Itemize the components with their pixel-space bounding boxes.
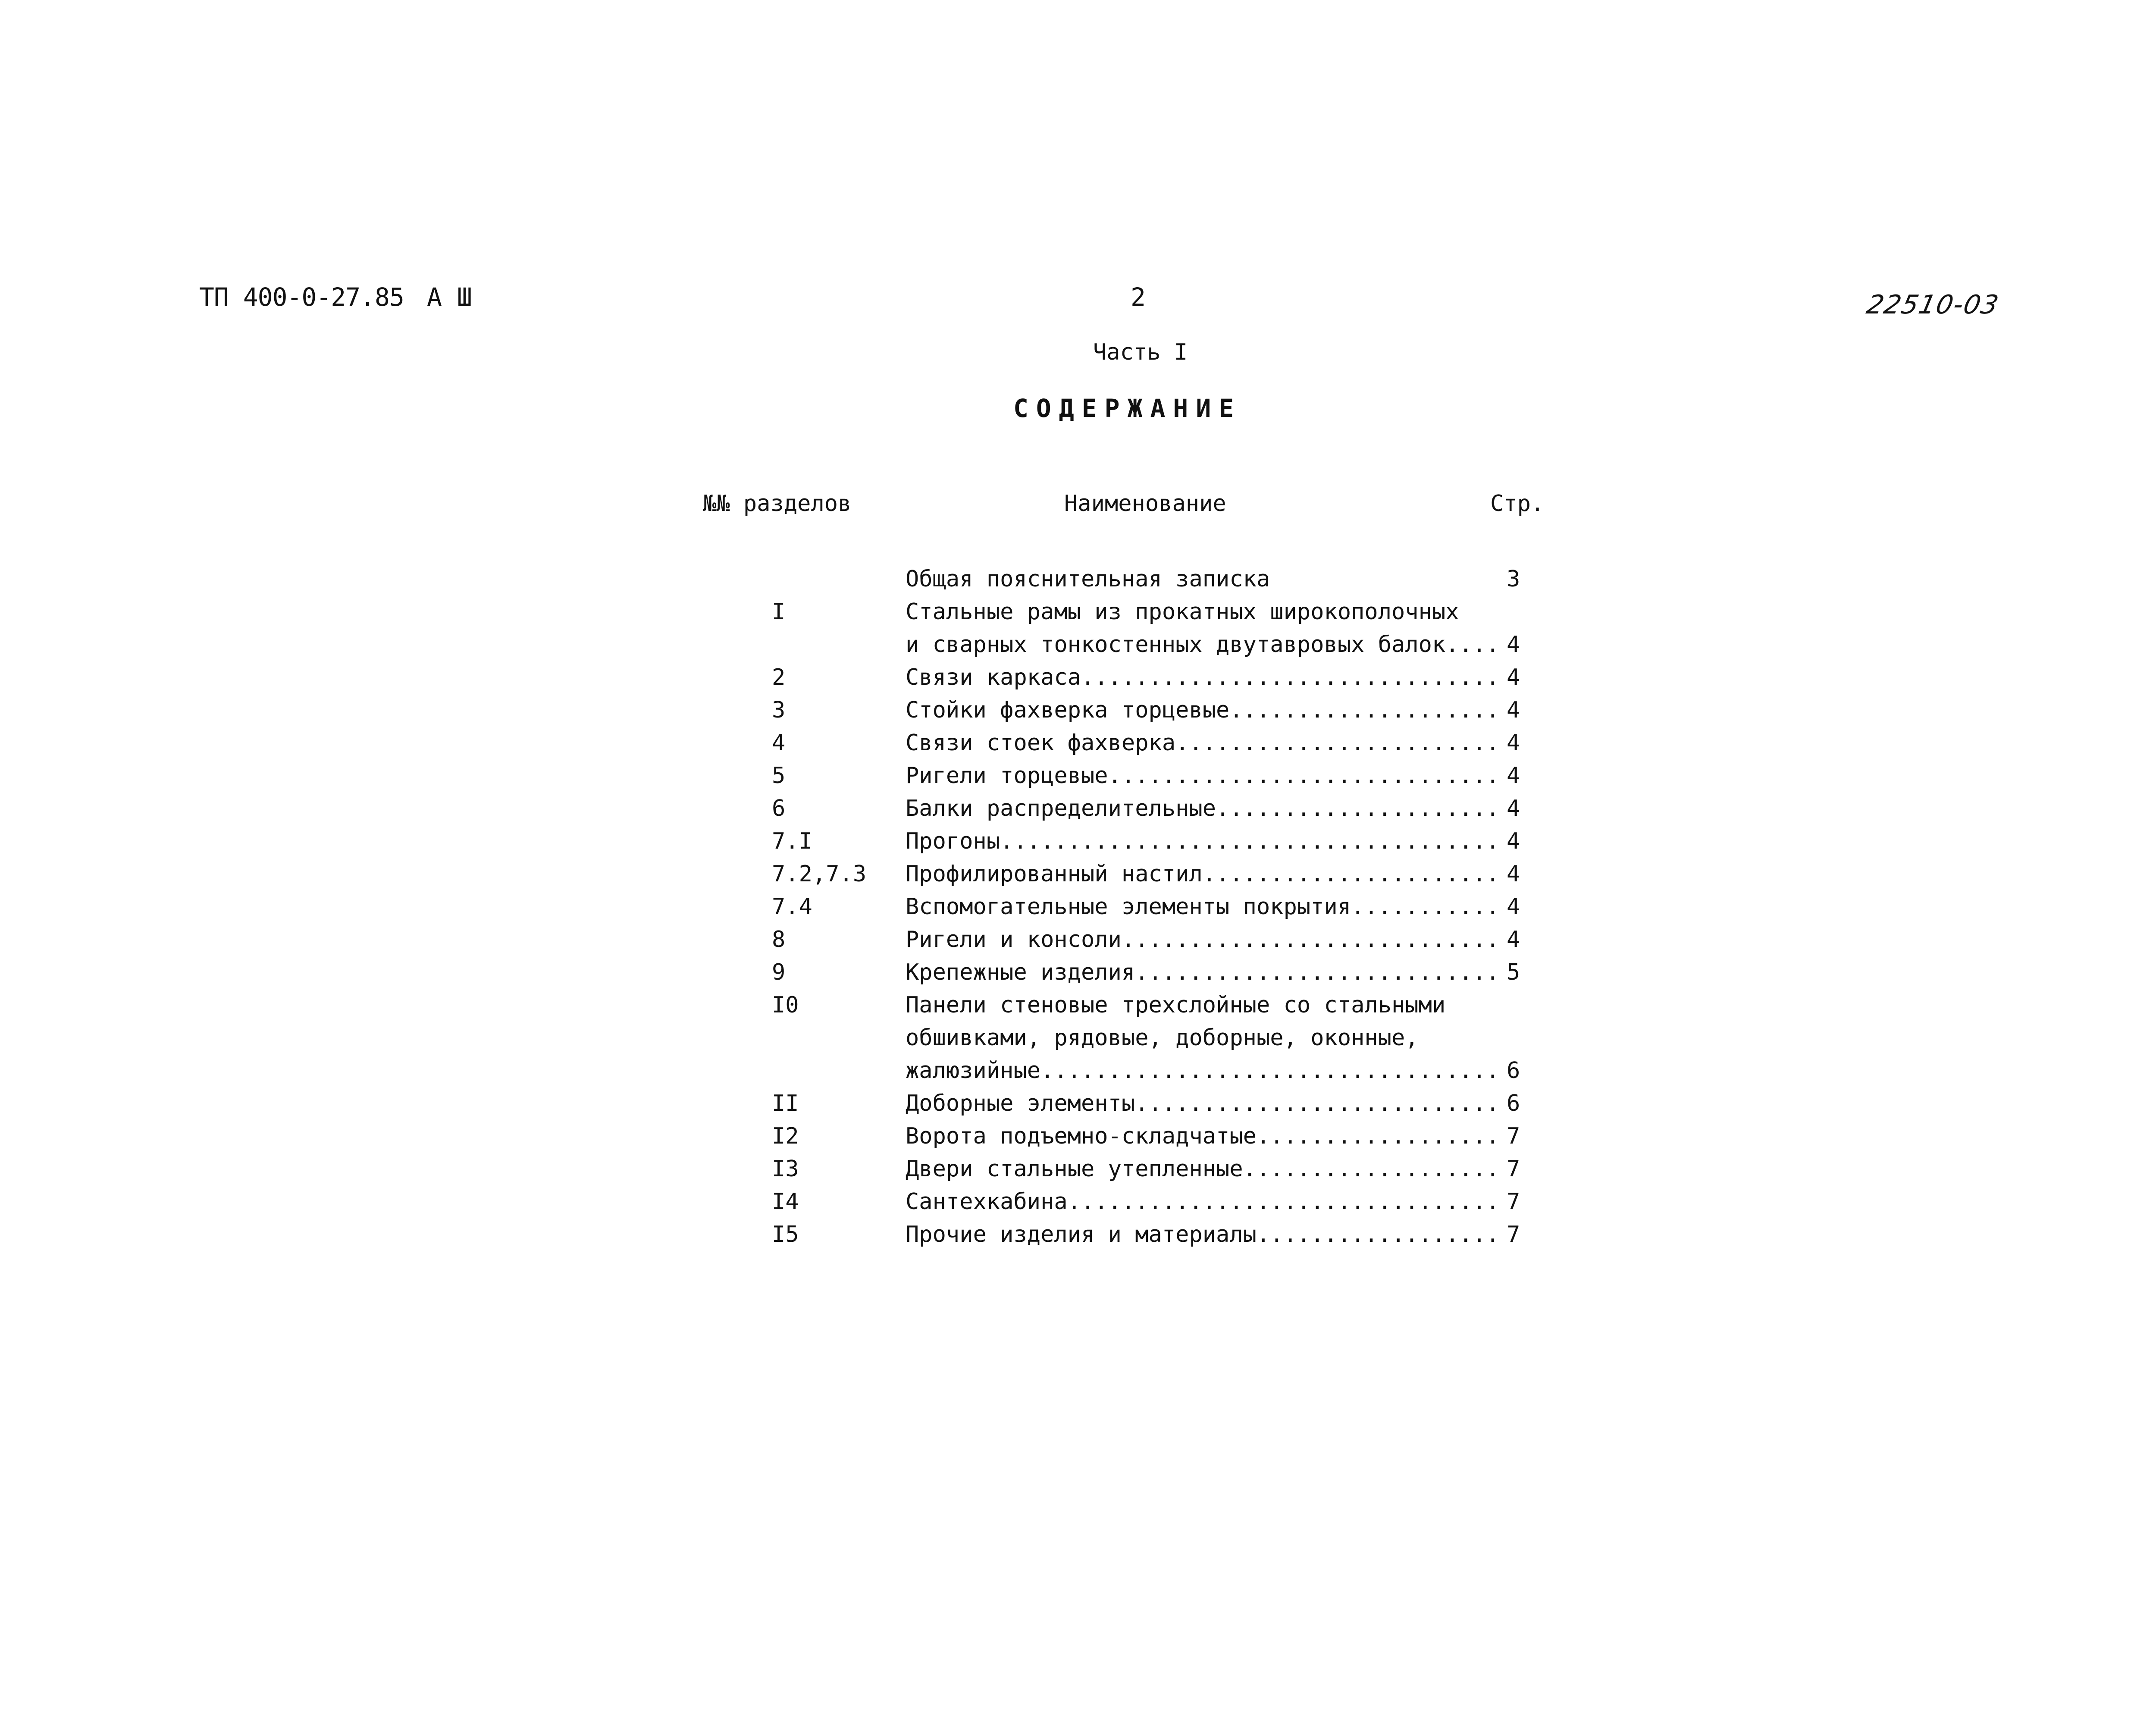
toc-page-number: 6 <box>1507 1058 1520 1084</box>
toc-section-number: 3 <box>772 697 786 723</box>
toc-entry-name: Стальные рамы из прокатных широкополочных <box>906 599 1459 625</box>
toc-page-number: 3 <box>1507 566 1520 592</box>
column-header-page: Стр. <box>1490 491 1545 517</box>
column-header-section-numbers: №№ разделов <box>703 491 852 517</box>
toc-section-number: I4 <box>772 1189 799 1215</box>
toc-page-number: 4 <box>1507 697 1520 723</box>
toc-entry-name: Ворота подъемно-складчатые.................. <box>906 1123 1500 1149</box>
document-code: ТП 400-0-27.85 <box>199 282 404 312</box>
toc-entry-name: жалюзийные.................................. <box>906 1058 1500 1084</box>
toc-page-number: 7 <box>1507 1189 1520 1215</box>
toc-entry-name: Общая пояснительная записка <box>906 566 1270 592</box>
toc-entry-name: Вспомогательные элементы покрытия........... <box>906 894 1500 920</box>
handwritten-archive-number: 22510-03 <box>1864 290 2002 320</box>
toc-section-number: 7.4 <box>772 894 812 920</box>
toc-section-number: I5 <box>772 1222 799 1247</box>
toc-section-number: I0 <box>772 992 799 1018</box>
toc-entry-name: Прогоны..................................... <box>906 828 1500 854</box>
toc-page-number: 7 <box>1507 1123 1520 1149</box>
toc-entry-name: Стойки фахверка торцевые.................... <box>906 697 1500 723</box>
sheet-marks: А Ш <box>427 282 472 312</box>
toc-entry-name: и сварных тонкостенных двутавровых балок.... <box>906 632 1500 658</box>
toc-section-number: 7.I <box>772 828 812 854</box>
toc-page-number: 4 <box>1507 730 1520 756</box>
toc-entry-name: Профилированный настил...................... <box>906 861 1500 887</box>
toc-page-number: 7 <box>1507 1222 1520 1247</box>
toc-page-number: 4 <box>1507 828 1520 854</box>
toc-section-number: 8 <box>772 927 786 953</box>
toc-section-number: 2 <box>772 664 786 690</box>
toc-section-number: 6 <box>772 796 786 821</box>
toc-section-number: I <box>772 599 786 625</box>
page-number: 2 <box>1131 282 1146 312</box>
toc-entry-name: Балки распределительные..................... <box>906 796 1500 821</box>
toc-section-number: 5 <box>772 763 786 789</box>
toc-page-number: 4 <box>1507 894 1520 920</box>
toc-page-number: 6 <box>1507 1090 1520 1116</box>
toc-entry-name: Связи каркаса............................... <box>906 664 1500 690</box>
toc-page-number: 4 <box>1507 861 1520 887</box>
toc-entry-name: обшивками, рядовые, доборные, оконные, <box>906 1025 1419 1051</box>
toc-page-number: 4 <box>1507 632 1520 658</box>
toc-entry-name: Ригели торцевые............................. <box>906 763 1500 789</box>
contents-title: СОДЕРЖАНИЕ <box>1013 394 1242 423</box>
toc-section-number: I2 <box>772 1123 799 1149</box>
toc-page-number: 7 <box>1507 1156 1520 1182</box>
toc-page-number: 4 <box>1507 763 1520 789</box>
toc-entry-name: Крепежные изделия........................... <box>906 959 1500 985</box>
toc-section-number: 9 <box>772 959 786 985</box>
toc-entry-name: Сантехкабина................................ <box>906 1189 1500 1215</box>
toc-entry-name: Связи стоек фахверка........................ <box>906 730 1500 756</box>
toc-entry-name: Панели стеновые трехслойные со стальными <box>906 992 1446 1018</box>
toc-section-number: 4 <box>772 730 786 756</box>
toc-section-number: I3 <box>772 1156 799 1182</box>
column-header-name: Наименование <box>1064 491 1226 517</box>
toc-page-number: 4 <box>1507 796 1520 821</box>
toc-entry-name: Двери стальные утепленные................... <box>906 1156 1500 1182</box>
toc-section-number: II <box>772 1090 799 1116</box>
toc-page-number: 4 <box>1507 664 1520 690</box>
toc-page-number: 4 <box>1507 927 1520 953</box>
toc-entry-name: Прочие изделия и материалы.................. <box>906 1222 1500 1247</box>
toc-page-number: 5 <box>1507 959 1520 985</box>
toc-entry-name: Ригели и консоли............................ <box>906 927 1500 953</box>
toc-section-number: 7.2,7.3 <box>772 861 867 887</box>
toc-entry-name: Доборные элементы........................... <box>906 1090 1500 1116</box>
part-title: Часть I <box>1093 339 1188 365</box>
